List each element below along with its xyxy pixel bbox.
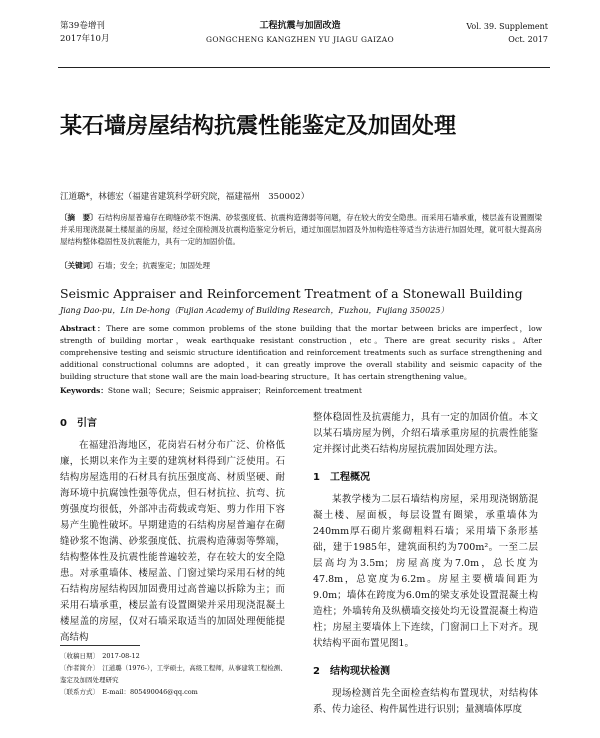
abstract-cn (60, 212, 542, 248)
paper-title-en: Seismic Appraiser and Reinforcement Treatment of a Stonewall Building (60, 286, 523, 301)
abstract-en (60, 323, 542, 383)
keywords-en-text: Stone wall；Secure；Seismic appraiser；Reinforcement treatment (107, 386, 362, 395)
keywords-cn (60, 260, 542, 272)
date-cn: 2017年10月 (60, 34, 110, 44)
abstract-cn-text: 石结构房屋普遍存在砌缝砂浆不饱满、砂浆强度低、抗震构造薄弱等问题，存在较大的安全隐患。而采用石墙承重，楼层盖有设置圈梁并采用现浇混凝土楼屋盖的房屋，经过全面检测及抗震构造鉴定分析后，通过加面层加固及外加构造柱等适当方法进行加固处理，就可很大提高房屋结构整体稳固性及抗震能力，具有一定的加固价值。 (60, 213, 543, 246)
abstract-en-text: There are some common problems of the stone building that the mortar between bricks are imperfect，low strength of building mortar，weak earthquake resistant construction，etc。There are great security risks。After comprehensive testing and seismic structure identification and reinforcement treatments such as surface strengthening and additional constructional columns are adopted，it can greatly improve the overall stability and seismic capacity of the building structure that stone wall are the main load-bearing structure。It has certain strengthening value。 (60, 324, 543, 381)
footnote-rule (60, 645, 140, 646)
volume-cn: 第39卷增刊 (60, 21, 105, 31)
header-rule (58, 67, 550, 68)
section-0-paragraph: 在福建沿海地区，花岗岩石材分布广泛、价格低廉，长期以来作为主要的建筑材料得到广泛使用。石结构房屋选用的石材具有抗压强度高、材质坚硬、耐海环境中抗腐蚀性强等优点，但石材抗拉、抗弯、抗剪强度均很低，外部冲击荷载或弯矩、剪力作用下容易产生脆性破坏。早期建造的石结构房屋普遍存在砌缝砂浆不饱满、砂浆强度低、抗震构造薄弱等弊端，结构整体性及抗震性能普遍较差，存在较大的安全隐患。对承重墙体、楼屋盖、门窗过梁均采用石材的纯石结构房屋结构因加固费用过高普遍以拆除为主；而采用石墙承重，楼层盖有设置圈梁并采用现浇混凝土楼屋盖的房屋，仅对石墙采取适当的加固处理便能提高结构 (60, 440, 285, 643)
footnote (60, 650, 290, 698)
keywords-en-label: Keywords： (60, 386, 108, 395)
section-1-heading: 1 工程概况 (313, 472, 370, 483)
right-column (313, 410, 538, 718)
abstract-en-label: Abstract： (60, 324, 107, 333)
section-1-paragraph: 某教学楼为二层石墙结构房屋，采用现浇钢筋混凝土楼、屋面板，每层设置有圈梁，承重墙体为240mm厚石砌片浆砌粗料石墙；采用墙下条形基础，建于1985年，建筑面积约为700m²。一至二层层高均为3.5m；房屋高度为7.0m，总长度为47.8m，总宽度为6.2m。房屋主要横墙间距为9.0m；墙体在跨度为6.0m的梁支承处设置混凝土构造柱；外墙转角及纵横墙交接处均无设置混凝土构造柱；房屋主要墙体上下连续，门窗洞口上下对齐。现状结构平面布置见图1。 (313, 494, 538, 649)
footnote-author-bio: 〔作者简介〕 江道璐（1976-），工学硕士，高级工程师，从事建筑工程检测、鉴定及加固处理研究 (60, 664, 287, 684)
authors-en: Jiang Dao-pu，Lin De-hong（Fujian Academy of Building Research，Fuzhou，Fujiang 350025） (60, 306, 449, 315)
keywords-en (60, 385, 542, 397)
journal-name-en: GONGCHENG KANGZHEN YU JIAGU GAIZAO (206, 35, 394, 44)
footnote-received: 〔收稿日期〕 2017-08-12 (60, 652, 140, 660)
authors-cn: 江道璐*，林德宏（福建省建筑科学研究院，福建福州 350002） (60, 192, 310, 202)
section-0-heading: 0 引言 (60, 418, 97, 429)
keywords-cn-text: 石墙；安全；抗震鉴定；加固处理 (97, 261, 210, 270)
volume-en: Vol. 39. Supplement (466, 22, 548, 31)
abstract-cn-label: 〔摘 要〕 (60, 213, 98, 222)
section-2-heading: 2 结构现状检测 (313, 666, 390, 677)
section-2-paragraph: 现场检测首先全面检查结构布置现状，对结构体系、传力途径、构件属性进行识别；量测墙体厚度 (313, 688, 538, 715)
left-column (60, 410, 285, 646)
journal-name-cn: 工程抗震与加固改造 (259, 21, 341, 31)
keywords-cn-label: 〔关键词〕 (60, 261, 98, 270)
running-header (0, 20, 600, 64)
paper-title: 某石墙房屋结构抗震性能鉴定及加固处理 (60, 114, 457, 139)
intro-continued-paragraph: 整体稳固性及抗震能力，具有一定的加固价值。本文以某石墙房屋为例，介绍石墙承重房屋的抗震性能鉴定并探讨此类石结构房屋抗震加固处理方法。 (313, 412, 538, 455)
header-right (466, 20, 548, 46)
date-en: Oct. 2017 (508, 35, 548, 44)
footnote-contact: 〔联系方式〕 E-mail：805490046@qq.com (60, 688, 198, 696)
